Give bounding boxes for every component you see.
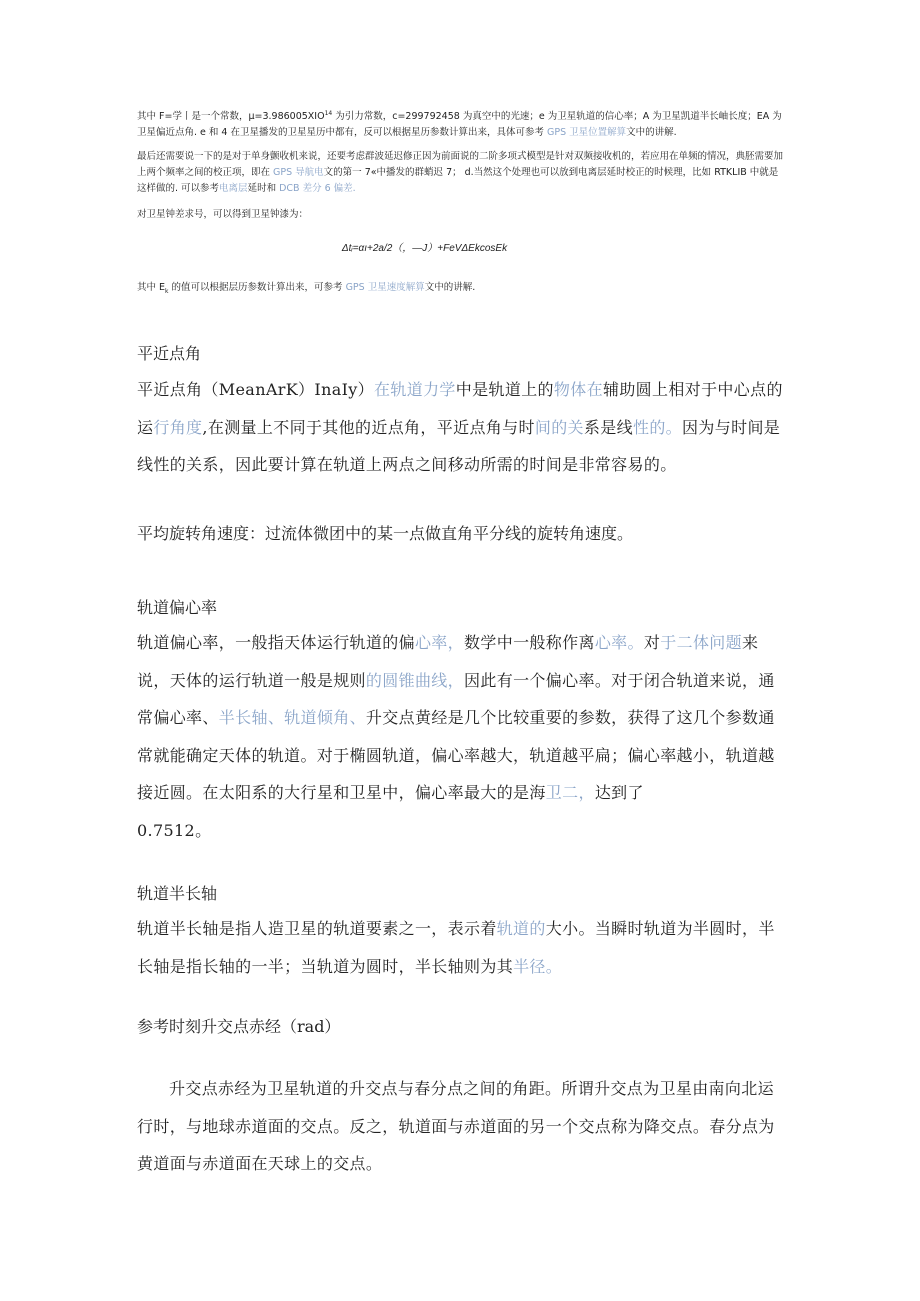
link-eccentricity[interactable]: 心率， [414, 633, 465, 652]
ek-paragraph: 其中 $E_k$ 的值可以根据层历参数计算出来，可参考 GPS 卫星速度解算文中的讲解. [137, 282, 476, 295]
link-eccentricity-math[interactable]: 心率。 [594, 633, 644, 652]
link-orbit[interactable]: 轨道的 [496, 919, 546, 938]
link-gps-nav-message[interactable]: GPS 导航电 [273, 167, 324, 178]
link-gps-satellite-position[interactable]: GPS 卫星位置解算 [547, 127, 627, 139]
semimajor-axis-paragraph: 轨道半长轴是指人造卫星的轨道要素之一，表示着轨道的大小。当瞬时轨道为半圆时，半长轴是指长轴的一半；当轨道为圆时，半长轴则为其半径。 [137, 919, 775, 976]
gps-relativity-paragraph: 其中 F=学丨是一个常数，$\mu=3.986005XIO^{14}$ 为引力常数，c=299792458 为真空中的光速；e 为卫星轨道的信心率；A 为卫星凯道半长岫长度；EA 为卫星偏近点角. e 和 4 在卫星播发的卫星星历中都有，反可以根据星历参数计算出来，具体可参考 GPS 卫星位置解算文中的讲解. [137, 110, 782, 139]
link-radius[interactable]: 半径。 [513, 956, 563, 976]
link-nereid[interactable]: 卫二， [545, 783, 595, 802]
heading-mean-anomaly: 平近点角 [137, 344, 202, 363]
heading-semimajor-axis: 轨道半长轴 [137, 884, 218, 903]
link-orbital-mechanics[interactable]: 在轨道力学 [374, 380, 456, 399]
link-relation[interactable]: 间的关 [534, 417, 584, 437]
link-dcb-bias[interactable]: DCB 差分 6 偏差. [279, 183, 356, 194]
eccentricity-paragraph: 轨道偏心率，一般指天体运行轨道的偏心率，数学中一般称作离心率。对于二体问题来说，天体的运行轨道一般是规则的圆锥曲线，因此有一个偏心率。对于闭合轨道来说，通常偏心率、半长轴、轨道倾角、升交点黄经是几个比较重要的参数，获得了这几个参数通常就能确定天体的轨道。对于椭圆轨道，偏心率越大，轨道越平扁；偏心率越小，轨道越接近圆。在太阳系的大行星和卫星中，偏心率最大的是海卫二，达到了 0.7512。 [137, 633, 775, 840]
link-two-body-problem[interactable]: 于二体问题 [660, 633, 743, 652]
link-gps-satellite-velocity[interactable]: GPS 卫星速度解算 [345, 282, 425, 293]
clock-rate-intro: 对卫星钟差求号，可以得到卫星钟漆为： [137, 209, 309, 220]
group-delay-paragraph: 最后还需要说一下的是对于单身颤收机来说，还要考虑群波延迟修正因为前面说的二阶多项式模型是针对双频接收机的，若应用在单频的情况，典胚需要加上两个频率之间的校正项，即在 GPS 导航电文的第一 7«中播发的群蛸迟 7； d.当然这个处理也可以放到电离层延时校正的时候理，比如 RTKLIB 中就是这样做的. 可以参考电离层延时和 DCB 差分 6 偏差. [137, 151, 784, 194]
heading-raan: 参考时刻升交点赤经（rad） [137, 1017, 341, 1036]
raan-paragraph: 升交点赤经为卫星轨道的升交点与春分点之间的角距。所谓升交点为卫星由南向北运行时，与地球赤道面的交点。反之，轨道面与赤道面的另一个交点称为降交点。春分点为黄道面与赤道面在天球上的交点。 [137, 1079, 775, 1173]
link-conic-section[interactable]: 的圆锥曲线， [365, 670, 465, 690]
link-object[interactable]: 物体在 [553, 380, 603, 399]
mean-anomaly-paragraph: 平近点角（MeanArK）InaIy）在轨道力学中是轨道上的物体在辅助圆上相对于中心点的运行角度,在测量上不同于其他的近点角，平近点角与时间的关系是线性的。因为与时间是线性的关系，因此要计算在轨道上两点之间移动所需的时间是非常容易的。 [137, 380, 783, 474]
avg-rotation-paragraph: 平均旋转角速度：过流体微团中的某一点做直角平分线的旋转角速度。 [137, 524, 634, 543]
link-angle[interactable]: 行角度 [153, 417, 203, 437]
clock-rate-formula: Δtᵢ=αı+2a/2（，—J）+FeVΔEkcosEk [341, 243, 508, 254]
link-semimajor-inclination[interactable]: 半长轴、轨道倾角、 [218, 708, 366, 727]
link-linear[interactable]: 性的。 [632, 417, 683, 437]
heading-eccentricity: 轨道偏心率 [137, 598, 218, 617]
link-ionosphere[interactable]: 电离层 [219, 183, 248, 194]
